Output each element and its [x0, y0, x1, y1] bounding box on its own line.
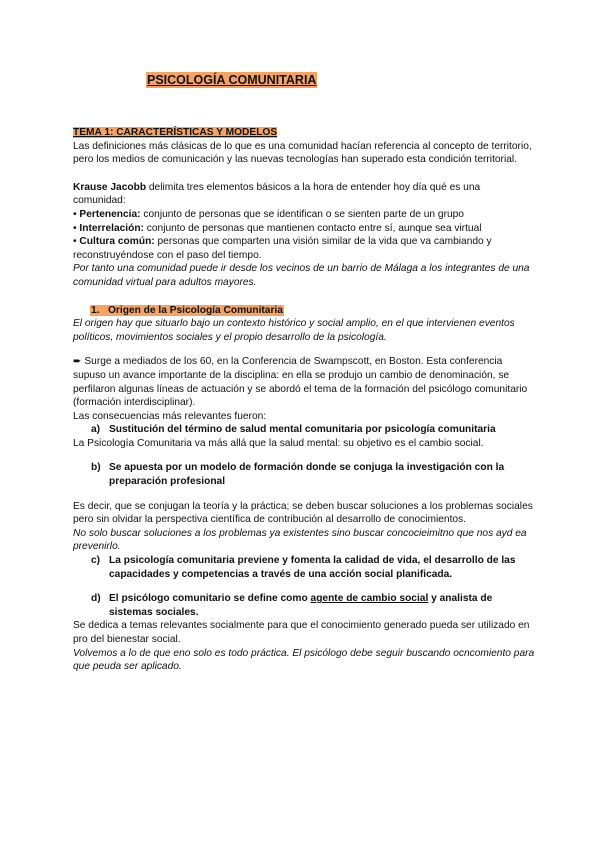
section1-heading: [73, 304, 535, 318]
list-marker: d): [91, 593, 101, 605]
list-marker: b): [91, 462, 101, 474]
list-item-text-before: El psicólogo comunitario se define como: [109, 593, 311, 605]
bullet: •: [73, 208, 80, 220]
after-d-text: Se dedica a temas relevantes socialmente para que el conocimiento generado pueda ser utilizado en pro del bienestar social.: [73, 620, 530, 645]
list-item-text-after: y analista de sistemas sociales.: [109, 593, 493, 618]
krause-paragraph: [73, 181, 535, 208]
tema1-intro: Las definiciones más clásicas de lo que es una comunidad hacían referencia al concepto de territorio, pero los medios de comunicación y las nuevas tecnologías han superado esta condición territorial.: [73, 140, 532, 166]
section1-title: Origen de la Psicología Comunitaria: [108, 304, 283, 316]
element-text: conjunto de personas que se identifican o se sienten parte de un grupo: [140, 208, 464, 220]
element-cultura: [73, 235, 535, 262]
after-b-note: No solo buscar soluciones a los problemas ya existentes sino buscar concocieimitno que nos ayd ea prevenirlo.: [73, 527, 527, 553]
after-b-text: Es decir, que se conjugan la teoría y la práctica; se deben buscar soluciones a los problemas sociales pero sin olvidar la perspectiva científica de contribución al desarrollo de conocimientos.: [73, 500, 533, 526]
element-term: Interrelación:: [79, 222, 144, 234]
list-item-text: La psicología comunitaria previene y fomenta la calidad de vida, el desarrollo de las capacidades y competencias a través de una acción social planificada.: [109, 555, 516, 580]
tema1-heading-text: TEMA 1: CARACTERÍSTICAS Y MODELOS: [73, 127, 278, 138]
section1-context: El origen hay que situarlo bajo un contexto histórico y social amplio, en el que intervienen eventos políticos, movimientos sociales y el propio desarrollo de la psicología.: [73, 318, 515, 343]
list-item-c: [73, 554, 535, 581]
list-item-text: Se apuesta por un modelo de formación donde se conjuga la investigación con la preparación profesional: [109, 462, 505, 488]
section1-heading-highlight: [90, 305, 284, 316]
bullet: •: [73, 236, 80, 248]
krause-name: Krause Jacobb: [73, 181, 147, 193]
consequences-intro: Las consecuencias más relevantes fueron:: [73, 410, 267, 422]
bullet: •: [73, 222, 80, 234]
after-a-text: La Psicología Comunitaria va más allá que la salud mental: su objetivo es el cambio social.: [73, 437, 484, 449]
krause-text: delimita tres elementos básicos a la hora de entender hoy día qué es una comunidad:: [73, 181, 481, 207]
arrow-icon: ➨: [73, 356, 82, 368]
element-term: Pertenencia:: [79, 208, 141, 220]
tema1-heading: [73, 126, 535, 140]
agente-cambio-social: agente de cambio social: [310, 593, 429, 605]
document-body: [73, 126, 535, 674]
element-term: Cultura común:: [79, 236, 155, 248]
example-note: Por tanto una comunidad puede ir desde los vecinos de un barrio de Málaga a los integrantes de una comunidad virtual para adultos mayores.: [73, 263, 530, 288]
element-text: conjunto de personas que mantienen contacto entre sí, aunque sea virtual: [143, 222, 482, 234]
after-d-note: Volvemos a lo de que eno solo es todo práctica. El psicólogo debe seguir buscando ocncomiento para que peuda ser aplicado.: [73, 647, 535, 673]
list-item-a: [73, 423, 535, 437]
list-marker: c): [91, 555, 101, 567]
list-item-d: [73, 592, 535, 619]
swampscott-paragraph: [73, 355, 535, 409]
element-pertenencia: [73, 208, 535, 222]
document-title: PSICOLOGÍA COMUNITARIA: [147, 73, 317, 87]
element-interrelacion: [73, 222, 535, 236]
element-text: personas que comparten una visión similar de la vida que va cambiando y reconstruyéndose con el paso del tiempo.: [73, 236, 492, 261]
section1-number: 1.: [91, 304, 100, 316]
list-item-text: Sustitución del término de salud mental comunitaria por psicología comunitaria: [109, 424, 496, 436]
swampscott-text: Surge a mediados de los 60, en la Conferencia de Swampscott, en Boston. Esta conferencia supuso un avance importante de la disciplina: en ella se produjo un cambio de denominación, se perfilaron algunas líneas de actuación y se abordó el tema de la formación del psicólogo comunitario (formación interdisciplinar).: [73, 356, 528, 409]
list-item-b: [73, 461, 535, 488]
list-marker: a): [91, 424, 101, 436]
